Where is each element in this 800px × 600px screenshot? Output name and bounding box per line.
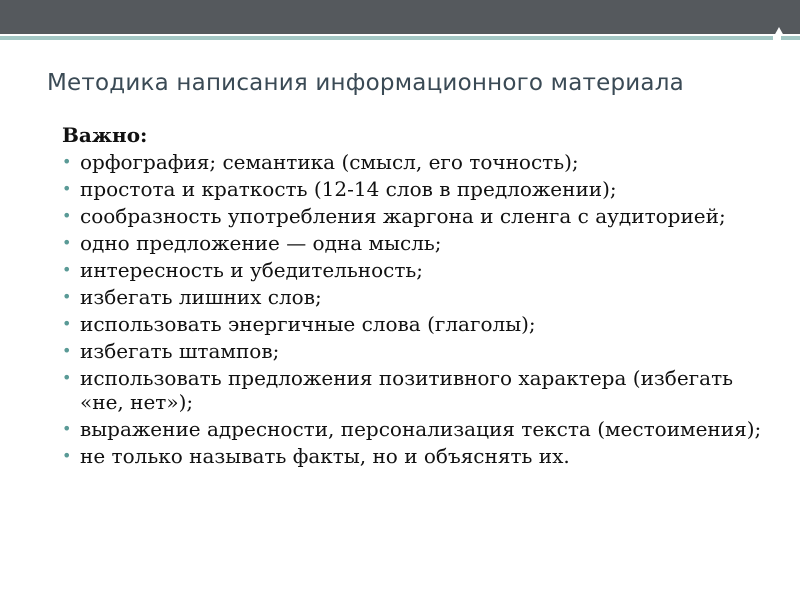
- list-item: [62, 366, 782, 414]
- list-item-text: избегать лишних слов;: [80, 285, 322, 309]
- bullet-icon: •: [62, 179, 72, 198]
- list-item: [62, 258, 782, 282]
- list-item: [62, 231, 782, 255]
- bullet-icon: •: [62, 368, 72, 387]
- slide-title: Методика написания информационного материала: [47, 70, 684, 96]
- list-item: [62, 444, 782, 468]
- list-item: [62, 204, 782, 228]
- bullet-icon: •: [62, 314, 72, 333]
- arrow-up-icon: [774, 27, 784, 36]
- list-item-text: выражение адресности, персонализация текста (местоимения);: [80, 417, 762, 441]
- bullet-icon: •: [62, 446, 72, 465]
- list-item-text: орфография; семантика (смысл, его точность);: [80, 150, 579, 174]
- list-item-text: одно предложение — одна мысль;: [80, 231, 442, 255]
- bullet-icon: •: [62, 260, 72, 279]
- bullet-list: [62, 150, 782, 468]
- slide-content: [62, 123, 782, 471]
- list-item-text: интересность и убедительность;: [80, 258, 424, 282]
- list-item-text: избегать штампов;: [80, 339, 280, 363]
- list-item: [62, 285, 782, 309]
- bullet-icon: •: [62, 233, 72, 252]
- list-item-text: не только называть факты, но и объяснять их.: [80, 444, 570, 468]
- list-item: [62, 312, 782, 336]
- bullet-icon: •: [62, 287, 72, 306]
- list-item: [62, 150, 782, 174]
- list-item: [62, 417, 782, 441]
- list-item: [62, 339, 782, 363]
- list-item-text: простота и краткость (12-14 слов в предложении);: [80, 177, 617, 201]
- corner-square: [773, 36, 781, 44]
- list-item-text: сообразность употребления жаргона и сленга с аудиторией;: [80, 204, 726, 228]
- accent-line: [0, 36, 800, 40]
- top-band: [0, 0, 800, 34]
- content-heading: Важно:: [62, 123, 148, 147]
- list-item: [62, 177, 782, 201]
- list-item-text: использовать энергичные слова (глаголы);: [80, 312, 536, 336]
- list-item-text: использовать предложения позитивного характера (избегать «не, нет»);: [80, 366, 734, 414]
- bullet-icon: •: [62, 419, 72, 438]
- bullet-icon: •: [62, 152, 72, 171]
- bullet-icon: •: [62, 206, 72, 225]
- bullet-icon: •: [62, 341, 72, 360]
